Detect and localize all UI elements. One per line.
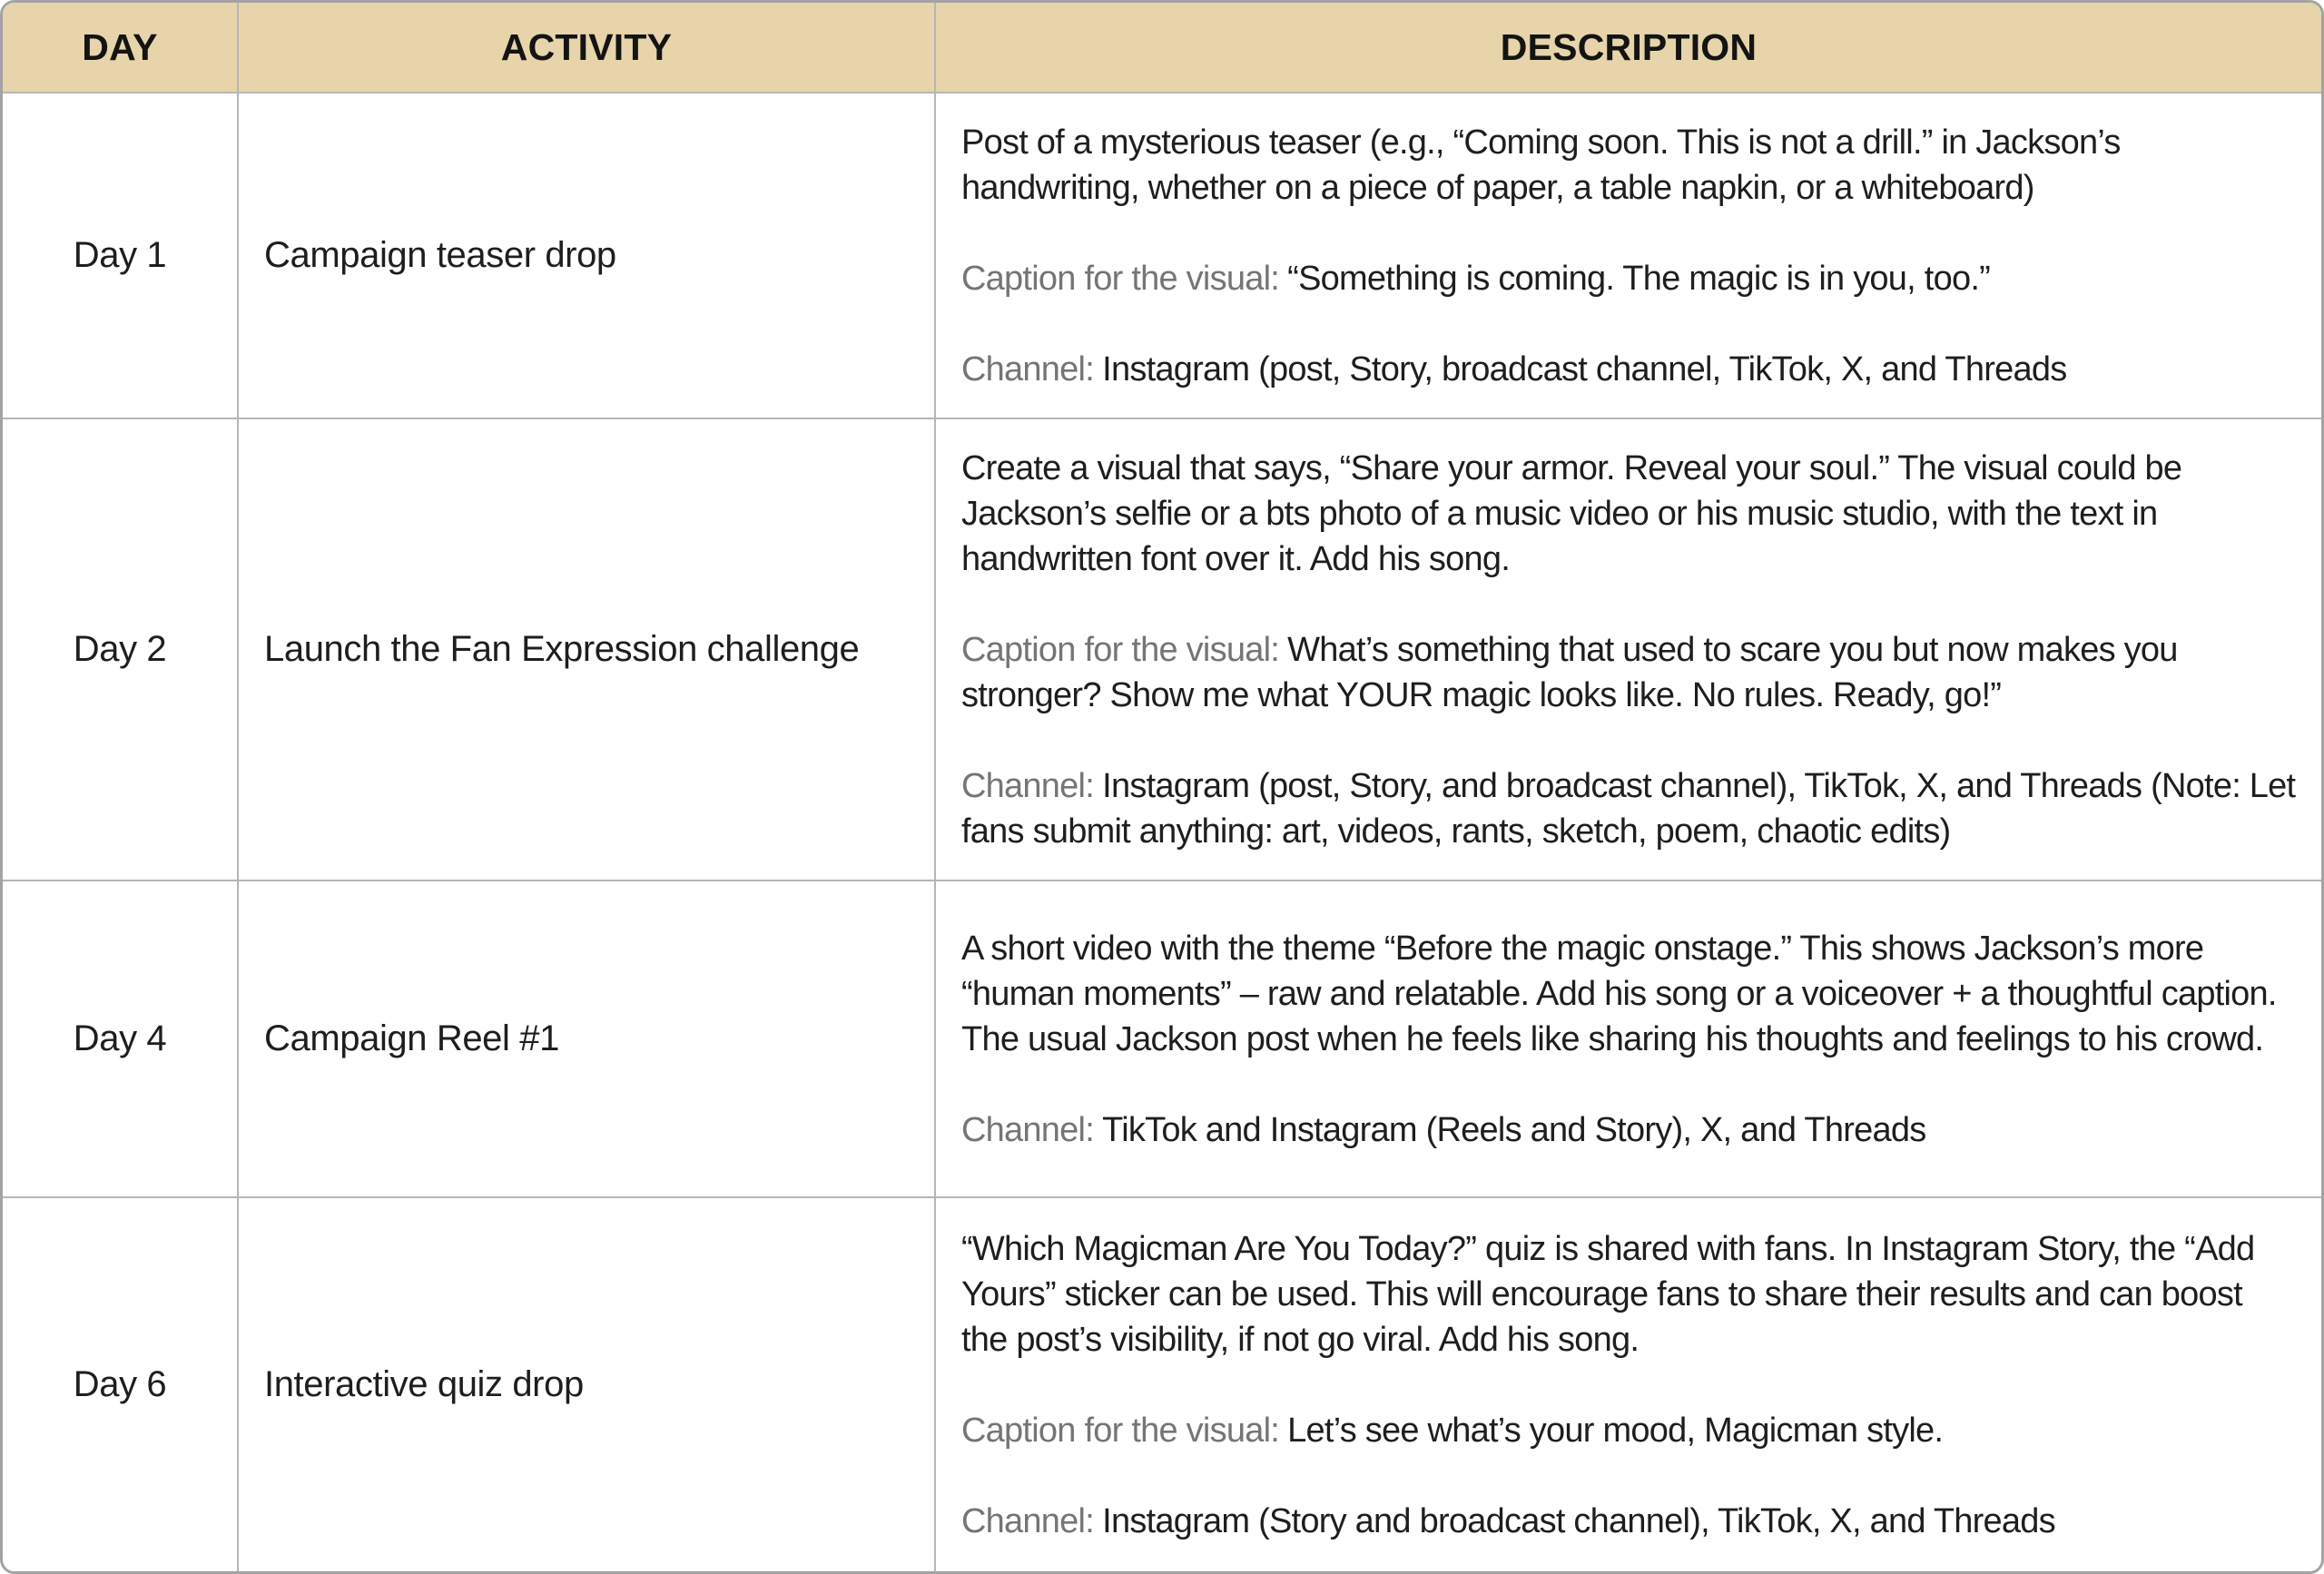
paragraph-label: Caption for the visual: bbox=[961, 630, 1280, 669]
description-paragraph bbox=[961, 763, 2296, 854]
paragraph-text: Post of a mysterious teaser (e.g., “Coming soon. This is not a drill.” in Jackson’s handwriting, whether on a piece of paper, a table napkin, or a whiteboard) bbox=[961, 123, 2121, 207]
paragraph-text: Create a visual that says, “Share your armor. Reveal your soul.” The visual could be Jackson’s selfie or a bts photo of a music video or his music studio, with the text in handwritten font over it. Add his song. bbox=[961, 448, 2182, 578]
day-cell: Day 4 bbox=[3, 881, 239, 1198]
paragraph-label: Caption for the visual: bbox=[961, 259, 1280, 298]
paragraph-text: Let’s see what’s your mood, Magicman style. bbox=[1287, 1411, 1944, 1450]
header-cell-day: DAY bbox=[3, 3, 239, 93]
paragraph-label: Channel: bbox=[961, 1110, 1095, 1149]
day-cell: Day 2 bbox=[3, 419, 239, 881]
description-paragraph bbox=[961, 446, 2296, 582]
description-cell bbox=[936, 419, 2321, 881]
description-paragraph bbox=[961, 256, 2296, 301]
description-paragraph bbox=[961, 120, 2296, 211]
activity-cell: Launch the Fan Expression challenge bbox=[239, 419, 936, 881]
activity-cell: Interactive quiz drop bbox=[239, 1198, 936, 1571]
paragraph-text: Instagram (post, Story, broadcast channel, TikTok, X, and Threads bbox=[1102, 349, 2067, 389]
activity-cell: Campaign Reel #1 bbox=[239, 881, 936, 1198]
paragraph-label: Channel: bbox=[961, 766, 1095, 805]
paragraph-text: TikTok and Instagram (Reels and Story), X, and Threads bbox=[1102, 1110, 1926, 1149]
paragraph-label: Channel: bbox=[961, 1501, 1095, 1540]
header-cell-description: DESCRIPTION bbox=[936, 3, 2321, 93]
paragraph-text: A short video with the theme “Before the magic onstage.” This shows Jackson’s more “human moments” – raw and relatable. Add his song or a voiceover + a thoughtful caption. The usual Jackson post when he feels like sharing his thoughts and feelings to his crowd. bbox=[961, 929, 2277, 1058]
paragraph-text: “Which Magicman Are You Today?” quiz is shared with fans. In Instagram Story, the “Add Yours” sticker can be used. This will encourage fans to share their results and can boost the post’s visibility, if not go viral. Add his song. bbox=[961, 1229, 2255, 1359]
day-cell: Day 6 bbox=[3, 1198, 239, 1571]
paragraph-text: Instagram (post, Story, and broadcast channel), TikTok, X, and Threads (Note: Let fans submit anything: art, videos, rants, sketch, poem, chaotic edits) bbox=[961, 766, 2296, 851]
paragraph-label: Channel: bbox=[961, 349, 1095, 389]
description-cell bbox=[936, 881, 2321, 1198]
paragraph-label: Caption for the visual: bbox=[961, 1411, 1280, 1450]
description-paragraph bbox=[961, 1226, 2296, 1362]
paragraph-text: “Something is coming. The magic is in you, too.” bbox=[1287, 259, 1991, 298]
description-paragraph bbox=[961, 926, 2296, 1062]
day-cell: Day 1 bbox=[3, 93, 239, 419]
description-paragraph bbox=[961, 347, 2296, 392]
description-paragraph bbox=[961, 1107, 2296, 1153]
description-paragraph bbox=[961, 627, 2296, 718]
paragraph-text: What’s something that used to scare you but now makes you stronger? Show me what YOUR magic looks like. No rules. Ready, go!” bbox=[961, 630, 2178, 714]
description-paragraph bbox=[961, 1408, 2296, 1453]
description-cell bbox=[936, 1198, 2321, 1571]
paragraph-text: Instagram (Story and broadcast channel), TikTok, X, and Threads bbox=[1102, 1501, 2055, 1540]
activity-cell: Campaign teaser drop bbox=[239, 93, 936, 419]
description-cell bbox=[936, 93, 2321, 419]
description-paragraph bbox=[961, 1499, 2296, 1544]
header-cell-activity: ACTIVITY bbox=[239, 3, 936, 93]
